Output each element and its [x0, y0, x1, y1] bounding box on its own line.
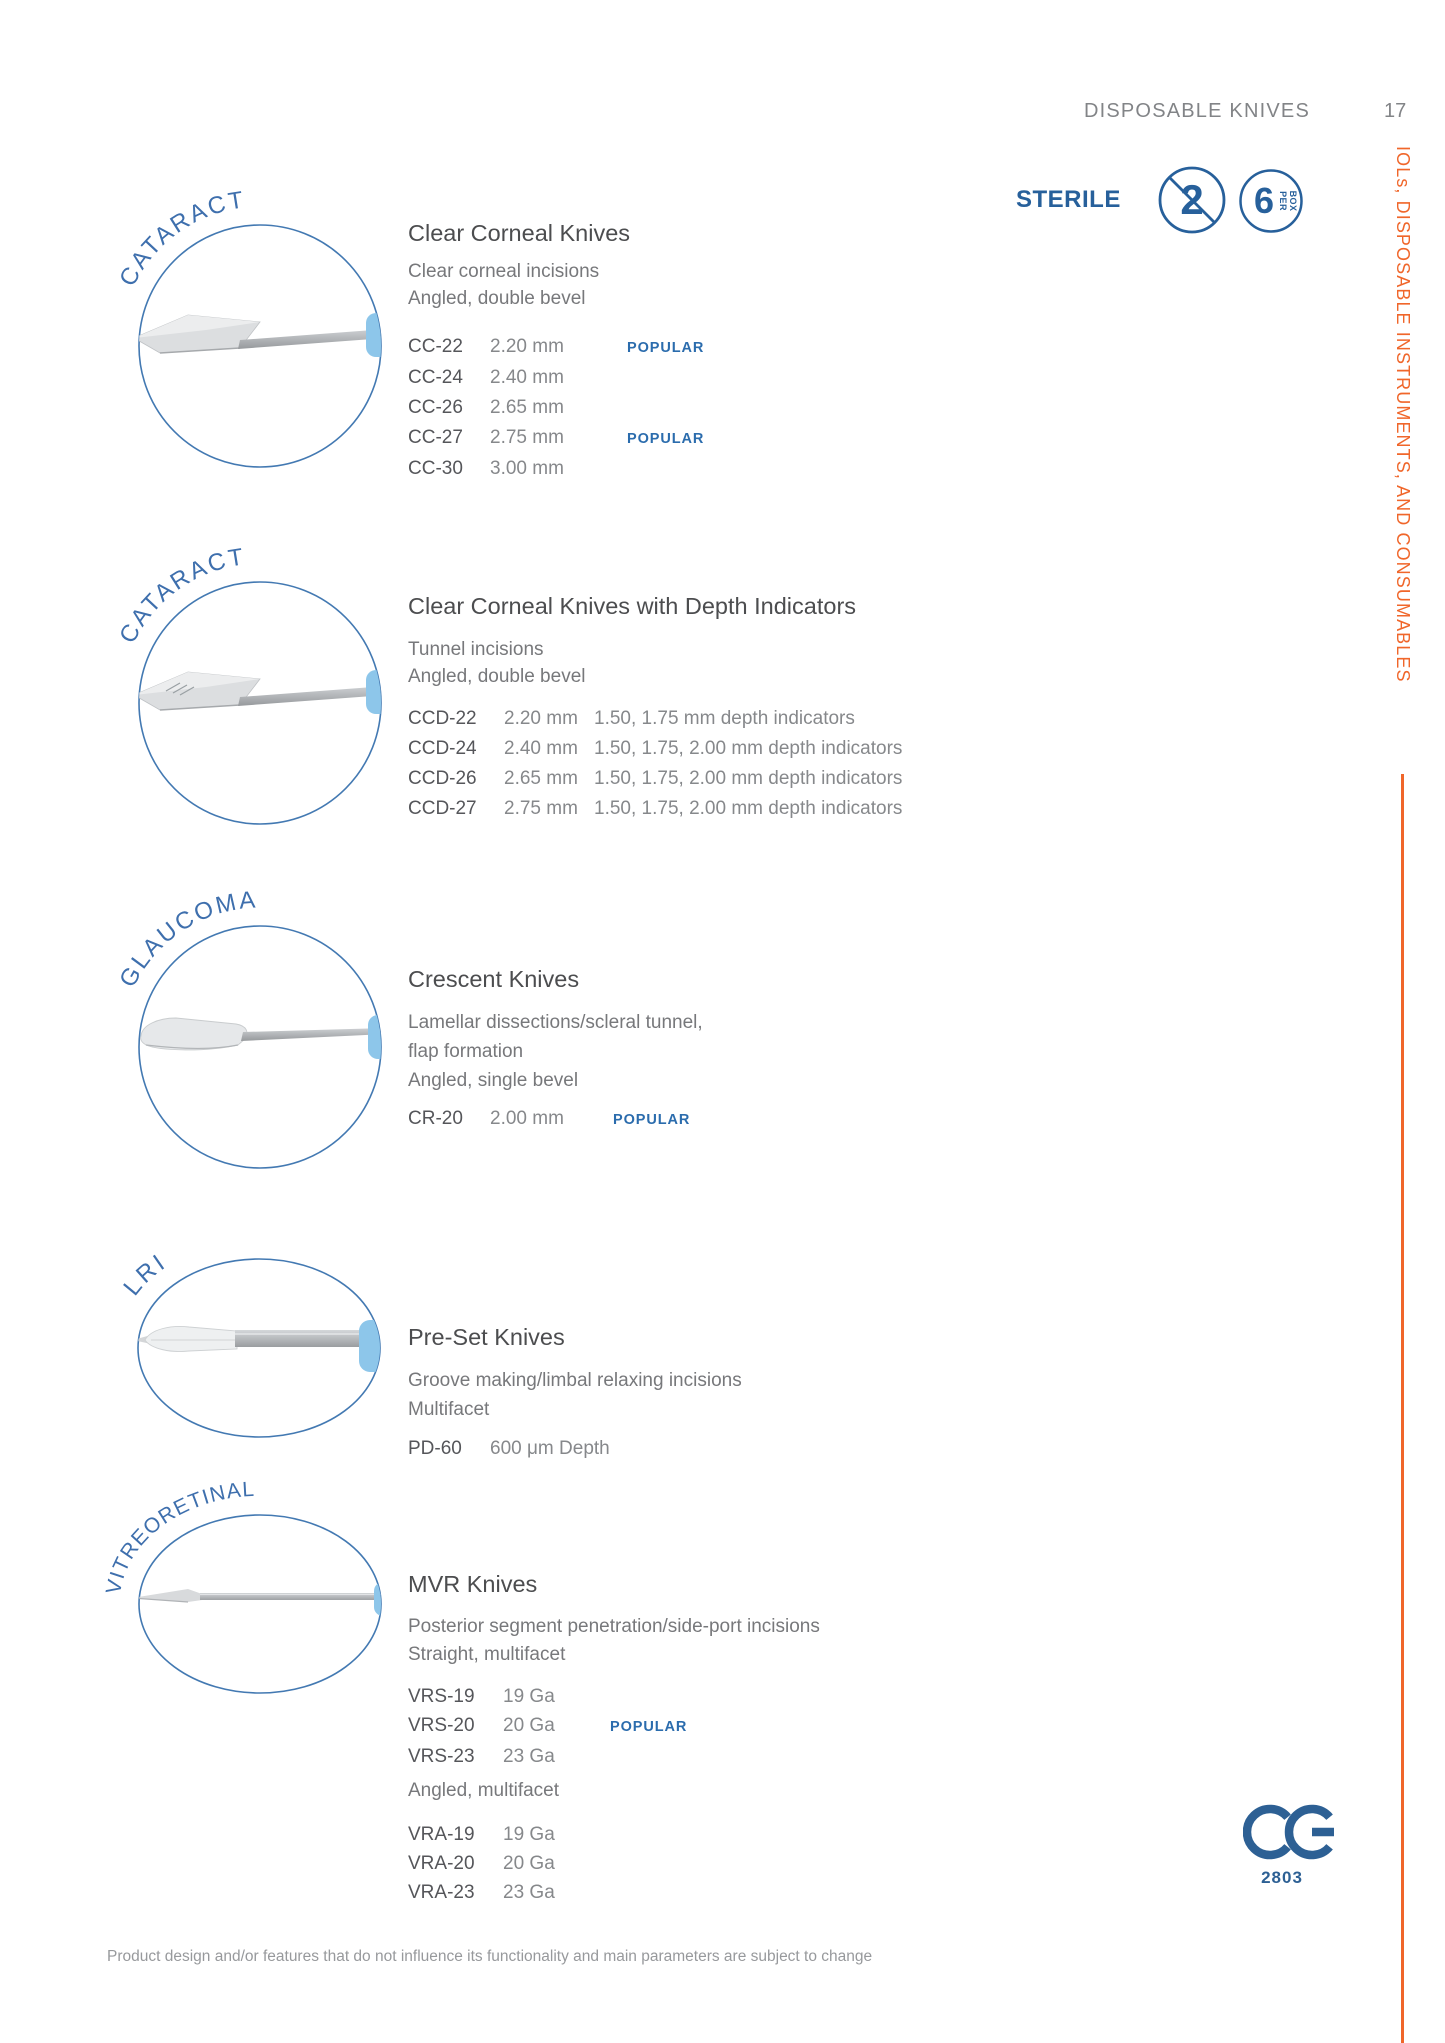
section-title: Clear Corneal Knives with Depth Indicators: [408, 593, 857, 619]
image-circle-outline: [139, 1515, 381, 1693]
section-description-line: Posterior segment penetration/side-port incisions: [408, 1616, 820, 1637]
depth-note: 1.50, 1.75 mm depth indicators: [594, 708, 855, 729]
product-code: VRA-23: [408, 1882, 475, 1903]
page-number: 17: [1384, 100, 1407, 122]
cataract-slit-knife-image: [88, 178, 398, 478]
product-code: PD-60: [408, 1438, 462, 1459]
section-description-line: Angled, single bevel: [408, 1070, 579, 1091]
per-box-icon: [1238, 168, 1304, 234]
product-code: VRS-19: [408, 1686, 475, 1707]
section-description-line: Clear corneal incisions: [408, 261, 600, 282]
product-list: [408, 1434, 610, 1464]
section-description-line: Angled, double bevel: [408, 666, 586, 687]
product-code: CC-30: [408, 458, 463, 479]
popular-badge: POPULAR: [610, 1719, 688, 1735]
depth-note: 1.50, 1.75, 2.00 mm depth indicators: [594, 738, 903, 759]
knife-handle: [366, 313, 398, 357]
section-title: Pre-Set Knives: [408, 1324, 565, 1350]
product-list: [408, 704, 902, 824]
product-size: 2.75 mm: [504, 798, 578, 819]
product-row: [408, 393, 704, 423]
category-label: LRI: [118, 1248, 172, 1301]
product-size: 3.00 mm: [490, 458, 564, 479]
ce-notified-body-number: 2803: [1261, 1868, 1303, 1887]
product-row: [408, 764, 902, 794]
glaucoma-crescent-knife-image: [88, 879, 398, 1179]
vitreoretinal-mvr-knife-image: [88, 1436, 398, 1736]
ce-mark-icon: [1243, 1802, 1339, 1862]
section-subheading: Angled, multifacet: [408, 1780, 560, 1801]
section-description-line: Lamellar dissections/scleral tunnel,: [408, 1012, 703, 1033]
product-code: VRS-23: [408, 1746, 475, 1767]
product-size: 23 Ga: [503, 1746, 555, 1767]
product-size: 2.75 mm: [490, 427, 564, 448]
sterile-label: STERILE: [1016, 186, 1121, 213]
popular-badge: POPULAR: [627, 340, 705, 356]
lri-preset-knife-image: [87, 1180, 397, 1480]
product-row: [408, 363, 704, 393]
product-size: 20 Ga: [503, 1853, 555, 1874]
per-box-word-2: BOX: [1288, 190, 1298, 212]
per-box-word-1: PER: [1278, 191, 1288, 211]
cataract-depth-knife-image: [88, 535, 398, 835]
product-code: CR-20: [408, 1108, 463, 1129]
product-code: CCD-27: [408, 798, 477, 819]
product-list: [408, 1682, 687, 1771]
product-row: [408, 1849, 583, 1878]
product-size: 2.00 mm: [490, 1108, 564, 1129]
section-description-line: flap formation: [408, 1041, 524, 1062]
product-list: [408, 1104, 690, 1135]
product-size: 2.20 mm: [504, 708, 578, 729]
section-title: Clear Corneal Knives: [408, 220, 631, 246]
product-row: [408, 704, 902, 734]
product-row: [408, 423, 704, 454]
category-label: VITREORETINAL: [102, 1477, 256, 1596]
product-row: [408, 734, 902, 764]
product-size: 19 Ga: [503, 1824, 555, 1845]
product-row: [408, 794, 902, 824]
product-row: [408, 1820, 583, 1849]
product-code: VRS-20: [408, 1715, 475, 1736]
product-row: [408, 1104, 690, 1135]
category-label: GLAUCOMA: [114, 886, 259, 992]
product-size: 2.40 mm: [504, 738, 578, 759]
product-code: CC-22: [408, 336, 463, 357]
product-size: 20 Ga: [503, 1715, 555, 1736]
popular-badge: POPULAR: [613, 1112, 691, 1128]
product-code: CCD-26: [408, 768, 477, 789]
product-row: [408, 1711, 687, 1742]
product-row: [408, 1742, 687, 1771]
knife-handle: [374, 1582, 398, 1616]
knife-handle: [368, 1015, 398, 1059]
product-size: 19 Ga: [503, 1686, 555, 1707]
popular-badge: POPULAR: [627, 431, 705, 447]
section-title: Crescent Knives: [408, 966, 580, 992]
product-row: [408, 454, 704, 484]
single-use-icon: [1157, 165, 1227, 235]
product-row: [408, 1878, 583, 1907]
section-description-line: Groove making/limbal relaxing incisions: [408, 1370, 742, 1391]
mvr-knife-illustration: [132, 1582, 398, 1616]
product-size: 600 μm Depth: [490, 1438, 610, 1459]
product-row: [408, 1434, 610, 1464]
product-row: [408, 332, 704, 363]
product-size: 23 Ga: [503, 1882, 555, 1903]
footer-disclaimer: Product design and/or features that do not influence its functionality and main parameters are subject to change: [107, 1948, 873, 1965]
product-list: [408, 1820, 583, 1907]
sidebar-orange-rule: [1401, 774, 1404, 2043]
depth-note: 1.50, 1.75, 2.00 mm depth indicators: [594, 768, 903, 789]
section-title: MVR Knives: [408, 1571, 538, 1597]
product-code: VRA-19: [408, 1824, 475, 1845]
product-list: [408, 332, 704, 484]
section-description-line: Multifacet: [408, 1399, 490, 1420]
product-code: CCD-22: [408, 708, 477, 729]
product-code: VRA-20: [408, 1853, 475, 1874]
sidebar-vertical-label: IOLs, DISPOSABLE INSTRUMENTS, AND CONSUMABLES: [1393, 146, 1413, 683]
single-use-number: 2: [1180, 176, 1204, 223]
category-label: CATARACT: [114, 186, 248, 291]
product-size: 2.65 mm: [504, 768, 578, 789]
section-description-line: Angled, double bevel: [408, 288, 586, 309]
product-size: 2.65 mm: [490, 397, 564, 418]
product-code: CC-26: [408, 397, 463, 418]
section-description-line: Straight, multifacet: [408, 1644, 566, 1665]
depth-knife-illustration: [134, 670, 398, 714]
product-code: CCD-24: [408, 738, 477, 759]
product-code: CC-27: [408, 427, 463, 448]
product-size: 2.40 mm: [490, 367, 564, 388]
slit-knife-illustration: [134, 313, 398, 357]
product-size: 2.20 mm: [490, 336, 564, 357]
per-box-count: 6: [1253, 180, 1275, 221]
depth-note: 1.50, 1.75, 2.00 mm depth indicators: [594, 798, 903, 819]
category-label: CATARACT: [114, 543, 248, 648]
knife-handle: [366, 670, 398, 714]
crescent-knife-illustration: [141, 1015, 398, 1059]
page-header-title: DISPOSABLE KNIVES: [1083, 100, 1310, 122]
preset-knife-illustration: [133, 1320, 397, 1372]
product-row: [408, 1682, 687, 1711]
section-description-line: Tunnel incisions: [408, 639, 544, 660]
product-code: CC-24: [408, 367, 463, 388]
